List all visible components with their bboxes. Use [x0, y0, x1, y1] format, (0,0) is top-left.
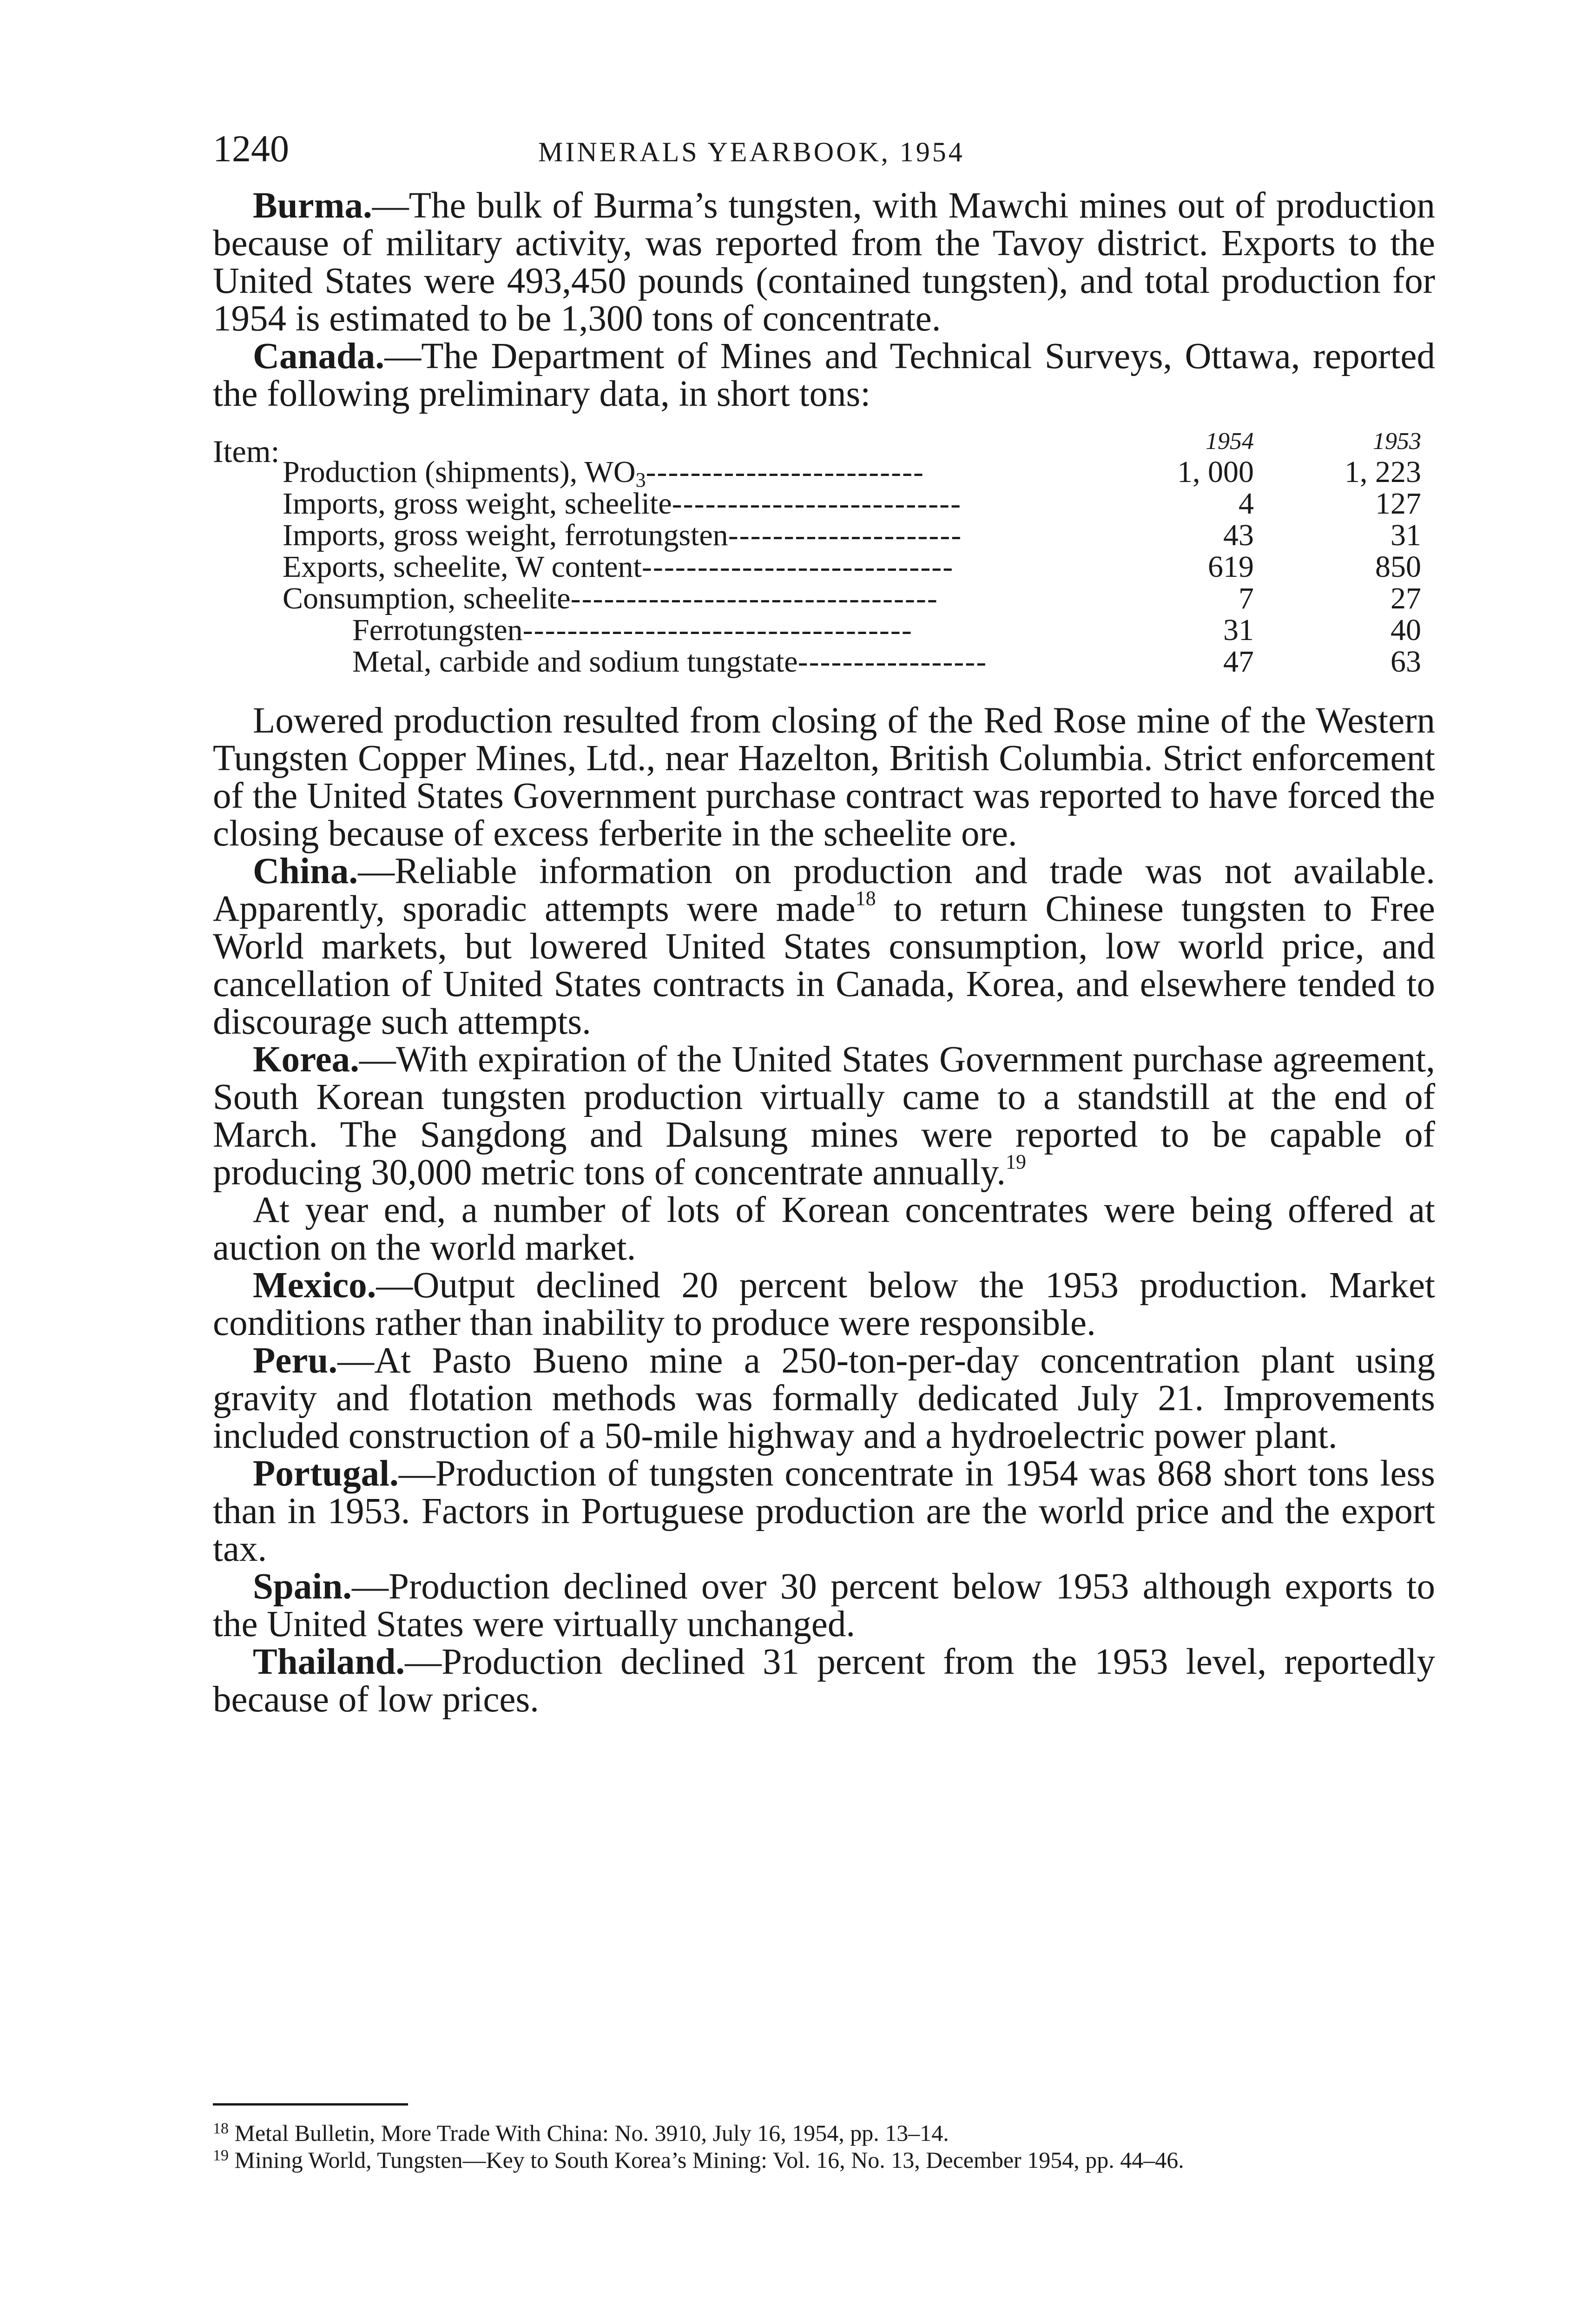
document-page — [213, 125, 1435, 2173]
paragraph-burma-text: —The bulk of Burma’s tungsten, with Mawchi mines out of production because of military activity, was reported from the Tavoy district. Exports to the United States were 493,450 pounds (contained tungsten), and total production for 1954 is estimated to be 1,300 tons of concentrate. — [213, 185, 1435, 339]
row-label — [352, 614, 913, 646]
paragraph-mexico — [213, 1267, 1435, 1342]
row-label — [283, 583, 938, 614]
footnote-reference: 19 — [1006, 1150, 1027, 1173]
paragraph-year-end: At year end, a number of lots of Korean concentrates were being offered at auction on the world market. — [213, 1190, 1435, 1268]
country-heading-portugal: Portugal. — [253, 1453, 399, 1494]
paragraph-peru — [213, 1342, 1435, 1455]
value-1953: 1, 223 — [1344, 455, 1421, 489]
page-header — [213, 125, 1435, 177]
paragraph-china-text-b: to return Chinese tungsten to Free World markets, but lowered United States consumption, low world price, and cancellation of United States contracts in Canada, Korea, and elsewhere tended to discourage such attempts. — [213, 889, 1435, 1042]
value-1953: 31 — [1390, 518, 1421, 552]
footnote-text: Mining World, Tungsten—Key to South Korea’s Mining: Vol. 16, No. 13, December 1954, pp. 44–46. — [229, 2147, 1184, 2173]
country-heading-burma: Burma. — [253, 185, 372, 226]
country-heading-mexico: Mexico. — [253, 1265, 376, 1306]
row-label-text: Consumption, scheelite — [283, 581, 571, 615]
leader-dots: ----------------- — [797, 645, 988, 679]
value-1954: 619 — [1208, 550, 1254, 584]
leader-dots: --------------------------------- — [570, 581, 938, 615]
value-1954: 1, 000 — [1177, 455, 1254, 489]
value-1954: 47 — [1223, 645, 1254, 679]
running-title: MINERALS YEARBOOK, 1954 — [538, 137, 965, 167]
row-label-text: Imports, gross weight, ferrotungsten — [283, 518, 728, 552]
row-label-text: Metal, carbide and sodium tungstate — [352, 645, 798, 679]
value-1953: 850 — [1375, 550, 1421, 584]
paragraph-spain — [213, 1568, 1435, 1643]
paragraph-mexico-text: —Output declined 20 percent below the 1953 production. Market conditions rather than inability to produce were responsible. — [213, 1265, 1435, 1343]
page-number: 1240 — [213, 127, 289, 170]
paragraph-china-text-a: —Reliable information on production and trade was not available. Apparently, sporadic attempts were made — [213, 851, 1435, 929]
paragraph-thailand-text: —Production declined 31 percent from the 1953 level, reportedly because of low prices. — [213, 1642, 1435, 1720]
paragraph-portugal — [213, 1455, 1435, 1568]
footnote-number: 18 — [213, 2120, 229, 2137]
country-heading-canada: Canada. — [253, 336, 385, 376]
footnotes — [213, 2119, 1435, 2173]
leader-dots: -------------------------- — [672, 487, 962, 521]
footnote-19 — [213, 2146, 1435, 2173]
paragraph-korea-text: —With expiration of the United States Government purchase agreement, South Korean tungsten production virtually came to a standstill at the end of March. The Sangdong and Dalsung mines were reported to be capable of producing 30,000 metric tons of concentrate annually. — [213, 1039, 1435, 1193]
row-label — [352, 646, 987, 678]
paragraph-peru-text: —At Pasto Bueno mine a 250-ton-per-day concentration plant using gravity and flotation methods was formally dedicated July 21. Improvements included construction of a 50-mile highway and a hydroelectric power plant. — [213, 1340, 1435, 1456]
table-caption: Item: — [213, 434, 280, 469]
footnote-divider — [213, 2103, 408, 2106]
paragraph-korea — [213, 1041, 1435, 1191]
column-header-1954: 1954 — [1206, 428, 1254, 455]
value-1954: 4 — [1239, 487, 1254, 521]
leader-dots: ------------------------- — [646, 455, 925, 489]
row-label-text: Ferrotungsten — [352, 613, 523, 647]
footnote-number: 19 — [213, 2147, 229, 2164]
table-row — [213, 520, 1435, 551]
country-heading-spain: Spain. — [253, 1566, 352, 1607]
leader-dots: --------------------- — [728, 518, 962, 552]
row-label-text: Exports, scheelite, W content — [283, 550, 642, 584]
paragraph-thailand — [213, 1643, 1435, 1718]
row-label-text: Production (shipments), WO — [283, 455, 636, 489]
country-heading-china: China. — [253, 851, 358, 891]
country-heading-thailand: Thailand. — [253, 1642, 405, 1682]
row-label — [283, 488, 962, 520]
table-row — [213, 614, 1435, 646]
paragraph-burma — [213, 187, 1435, 337]
footnote-text: Metal Bulletin, More Trade With China: No. 3910, July 16, 1954, pp. 13–14. — [229, 2120, 949, 2146]
row-label-text: Imports, gross weight, scheelite — [283, 487, 672, 521]
footnote-18 — [213, 2119, 1435, 2146]
row-label — [283, 455, 925, 491]
country-heading-korea: Korea. — [253, 1039, 359, 1080]
paragraph-lowered-production: Lowered production resulted from closing of the Red Rose mine of the Western Tungsten Copper Mines, Ltd., near Hazelton, British Columbia. Strict enforcement of the United States Government purchase contract was reported to have forced the closing because of excess ferberite in the scheelite ore. — [213, 700, 1435, 854]
paragraph-china — [213, 852, 1435, 1041]
table-row — [213, 551, 1435, 583]
value-1954: 7 — [1239, 581, 1254, 615]
paragraph-spain-text: —Production declined over 30 percent below 1953 although exports to the United States were virtually unchanged. — [213, 1566, 1435, 1644]
value-1953: 27 — [1390, 581, 1421, 615]
canada-data-table — [213, 428, 1435, 679]
row-label — [283, 551, 954, 583]
paragraph-canada — [213, 337, 1435, 413]
value-1954: 43 — [1223, 518, 1254, 552]
footnote-reference: 18 — [855, 887, 876, 910]
country-heading-peru: Peru. — [253, 1340, 338, 1381]
table-row — [213, 646, 1435, 678]
value-1953: 40 — [1390, 613, 1421, 647]
row-label — [283, 520, 962, 551]
value-1953: 63 — [1390, 645, 1421, 679]
column-header-1953: 1953 — [1373, 428, 1421, 455]
paragraph-portugal-text: —Production of tungsten concentrate in 1954 was 868 short tons less than in 1953. Factors in Portuguese production are the world price and the export tax. — [213, 1453, 1435, 1569]
value-1954: 31 — [1223, 613, 1254, 647]
value-1953: 127 — [1375, 487, 1421, 521]
table-row — [213, 583, 1435, 614]
table-row — [213, 455, 1435, 491]
leader-dots: ---------------------------- — [641, 550, 954, 584]
paragraph-canada-text: —The Department of Mines and Technical Surveys, Ottawa, reported the following preliminary data, in short tons: — [213, 336, 1435, 414]
row-label-subscript: 3 — [635, 469, 646, 491]
table-row — [213, 488, 1435, 520]
leader-dots: ----------------------------------- — [522, 613, 913, 647]
